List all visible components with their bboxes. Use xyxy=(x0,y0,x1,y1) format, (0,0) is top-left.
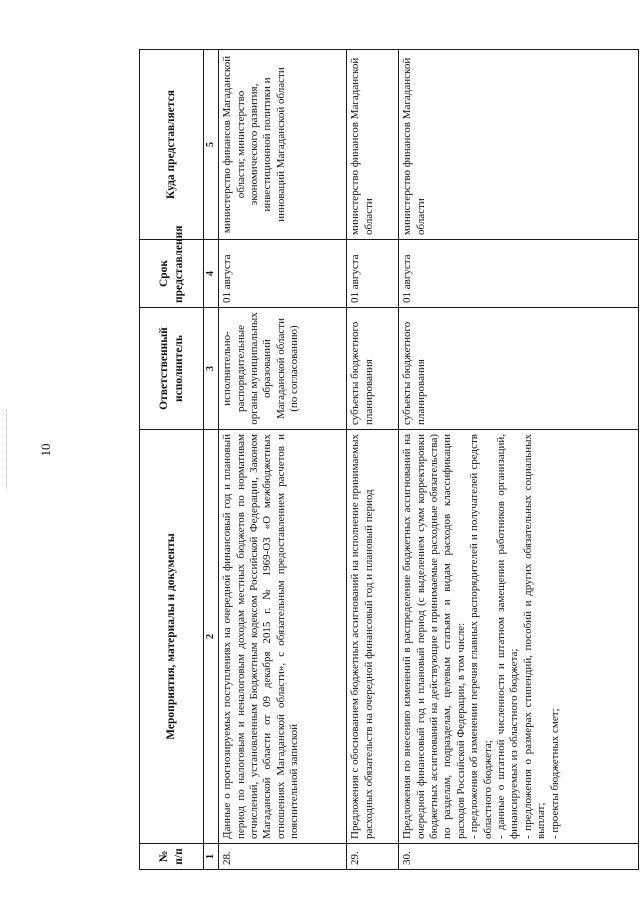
header-executor: Ответственный исполнитель xyxy=(140,308,204,430)
measures-item: - предложения об изменении перечня главных распорядителей и получателей средств областного бюджета; xyxy=(468,434,494,839)
col-number: 4 xyxy=(204,240,219,308)
measures-item: - предложения о размерах стипендий, пособий и других обязательных социальных выплат; xyxy=(521,434,548,839)
row-executor: субъекты бюджетного планирования xyxy=(347,308,399,430)
row-measures xyxy=(399,430,639,844)
measures-table xyxy=(139,49,639,870)
measures-item: - данные о штатной численности и штатном замещении работников организаций, финансируемых из областного бюджета; xyxy=(495,434,521,839)
header-num: № п/п xyxy=(140,844,204,870)
row-deadline: 01 августа xyxy=(347,240,399,308)
table-row xyxy=(219,50,347,870)
row-num: 28. xyxy=(219,844,347,870)
header-recipient: Куда представляется xyxy=(140,50,204,240)
row-measures: Данные о прогнозируемых поступлениях на очередной финансовый год и плановый период по налоговым и неналоговым доходам местных бюджетов по нормативам отчислений, установленным Бюджетным кодексом Российской Федерации, Законом Магаданской области от 09 декабря 2015 г. № 1969-ОЗ «О межбюджетных отношениях Магаданской области», с обязательным предоставлением расчетов и пояснительной запиской xyxy=(219,430,347,844)
col-number: 3 xyxy=(204,308,219,430)
header-measures: Мероприятия, материалы и документы xyxy=(140,430,204,844)
row-recipient: министерство финансов Магаданской области; министерство экономического развития, инвестиционной политики и инноваций Магаданской области xyxy=(219,50,347,240)
row-executor: субъекты бюджетного планирования xyxy=(399,308,639,430)
row-deadline: 01 августа xyxy=(399,240,639,308)
row-deadline: 01 августа xyxy=(219,240,347,308)
measures-intro: Предложения по внесению изменений в распределение бюджетных ассигнований на очередной финансовый год и плановый период (с выделением сумм корректировки бюджетных ассигнований на действующие и принимаемые расходные обязательства) по разделам, подразделам, целевым статьям и видам расходов классификации расходов Российской Федерации, в том числе: xyxy=(401,434,467,839)
row-recipient: министерство финансов Магаданской области xyxy=(347,50,399,240)
column-number-row xyxy=(204,50,219,870)
table-row xyxy=(347,50,399,870)
measures-item: - проекты бюджетных смет; xyxy=(548,708,561,839)
table-row xyxy=(399,50,639,870)
row-num: 30. xyxy=(399,844,639,870)
row-measures: Предложения с обоснованием бюджетных ассигнований на исполнение принимаемых расходных обязательств на очередной финансовый год и плановый период xyxy=(347,430,399,844)
margin-mark xyxy=(6,410,12,490)
rotated-table-container xyxy=(139,50,639,870)
col-number: 2 xyxy=(204,430,219,844)
table-header-row xyxy=(140,50,204,870)
col-number: 5 xyxy=(204,50,219,240)
header-deadline: Срок представления xyxy=(140,240,204,308)
col-number: 1 xyxy=(204,844,219,870)
row-num: 29. xyxy=(347,844,399,870)
row-recipient: министерство финансов Магаданской области xyxy=(399,50,639,240)
row-executor: исполнительно-распорядительные органы муниципальных образований Магаданской области (по согласованию) xyxy=(219,308,347,430)
page-number: 10 xyxy=(38,443,53,457)
